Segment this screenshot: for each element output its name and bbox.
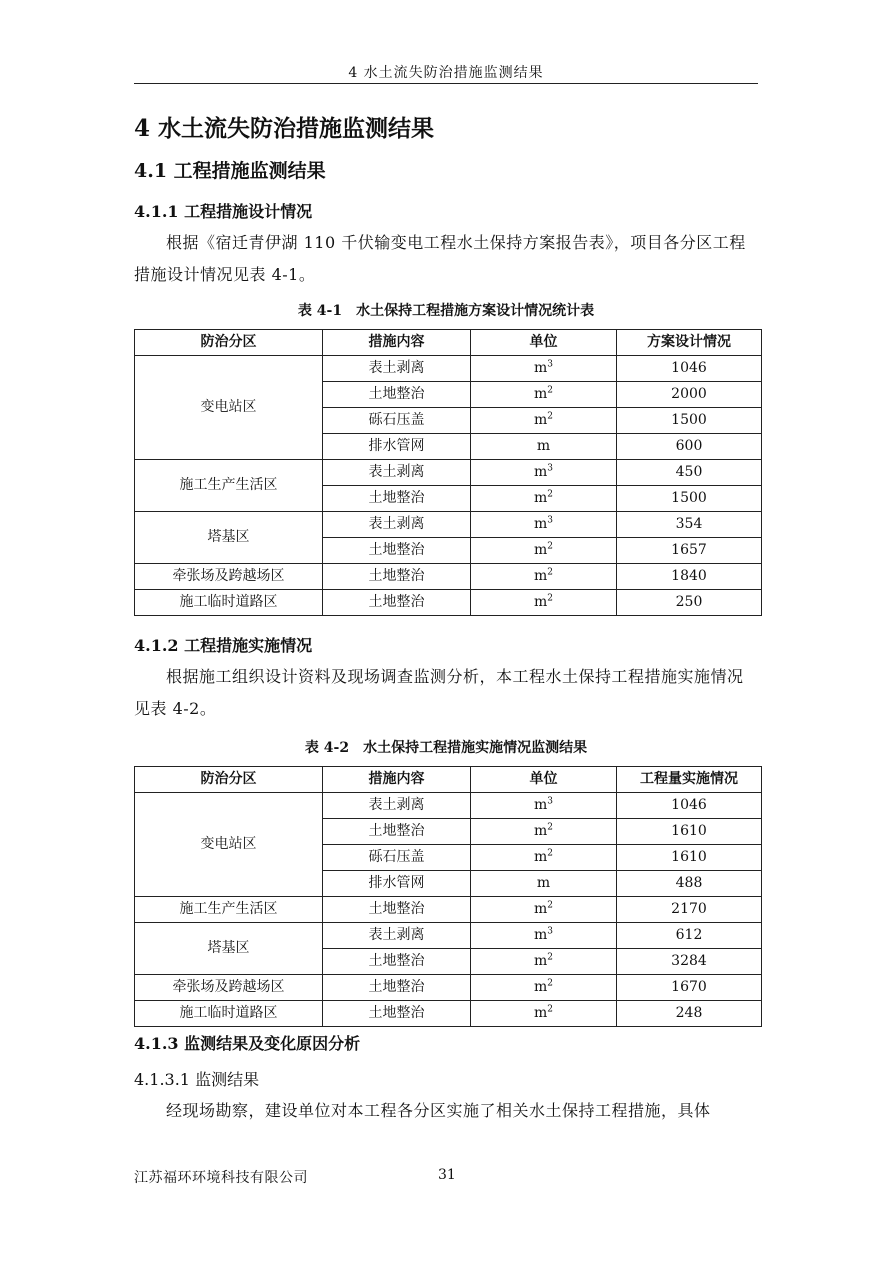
section-4-1-3-1-paragraph: 经现场勘察，建设单位对本工程各分区实施了相关水土保持工程措施，具体 — [166, 1101, 711, 1120]
unit-base: m — [533, 927, 548, 943]
unit-base: m — [533, 516, 548, 532]
value-cell: 612 — [617, 923, 762, 949]
unit-cell — [471, 382, 617, 408]
value-cell: 354 — [617, 512, 762, 538]
zone-cell: 变电站区 — [135, 793, 323, 897]
measure-cell: 表土剥离 — [323, 512, 471, 538]
table-row — [135, 1001, 762, 1027]
measure-cell: 土地整治 — [323, 1001, 471, 1027]
unit-cell — [471, 564, 617, 590]
running-header: 4 水土流失防治措施监测结果 — [348, 65, 544, 81]
unit-base: m — [533, 1005, 548, 1021]
unit-cell — [471, 460, 617, 486]
value-cell: 250 — [617, 590, 762, 616]
value-cell: 1657 — [617, 538, 762, 564]
header-cell-unit: 单位 — [471, 767, 617, 793]
header-cell-measure: 措施内容 — [323, 330, 471, 356]
header-cell-zone: 防治分区 — [135, 767, 323, 793]
value-cell: 2000 — [617, 382, 762, 408]
value-cell: 248 — [617, 1001, 762, 1027]
section-4-1-2-title: 4.1.2 工程措施实施情况 — [134, 636, 313, 655]
unit-cell — [471, 975, 617, 1001]
table-row — [135, 793, 762, 819]
measure-cell: 排水管网 — [323, 871, 471, 897]
table-4-2 — [134, 766, 762, 1027]
header-cell-value: 工程量实施情况 — [617, 767, 762, 793]
unit-exponent: 3 — [547, 359, 553, 370]
unit-cell — [471, 871, 617, 897]
unit-cell — [471, 408, 617, 434]
unit-base: m — [533, 542, 548, 558]
unit-exponent: 2 — [547, 952, 553, 963]
zone-cell: 塔基区 — [135, 923, 323, 975]
unit-cell — [471, 538, 617, 564]
unit-cell — [471, 949, 617, 975]
measure-cell: 土地整治 — [323, 949, 471, 975]
unit-exponent: 2 — [547, 541, 553, 552]
unit-base: m — [533, 594, 548, 610]
value-cell: 3284 — [617, 949, 762, 975]
section-4-1-1-paragraph: 根据《宿迁青伊湖 110 千伏输变电工程水土保持方案报告表》，项目各分区工程措施设计情况见表 4-1。 — [134, 233, 746, 284]
section-4-1-3-title: 4.1.3 监测结果及变化原因分析 — [134, 1034, 361, 1053]
zone-cell: 变电站区 — [135, 356, 323, 460]
table-4-2-caption: 表 4-2 水土保持工程措施实施情况监测结果 — [304, 740, 588, 756]
measure-cell: 土地整治 — [323, 975, 471, 1001]
measure-cell: 土地整治 — [323, 897, 471, 923]
unit-base: m — [533, 797, 548, 813]
unit-base: m — [536, 438, 551, 454]
unit-base: m — [533, 412, 548, 428]
footer-page-number: 31 — [438, 1167, 456, 1183]
value-cell: 2170 — [617, 897, 762, 923]
unit-cell — [471, 793, 617, 819]
measure-cell: 表土剥离 — [323, 356, 471, 382]
measure-cell: 土地整治 — [323, 819, 471, 845]
measure-cell: 土地整治 — [323, 564, 471, 590]
table-row — [135, 923, 762, 949]
unit-exponent: 2 — [547, 489, 553, 500]
measure-cell: 表土剥离 — [323, 793, 471, 819]
header-cell-unit: 单位 — [471, 330, 617, 356]
measure-cell: 砾石压盖 — [323, 845, 471, 871]
value-cell: 1046 — [617, 356, 762, 382]
value-cell: 1670 — [617, 975, 762, 1001]
measure-cell: 土地整治 — [323, 538, 471, 564]
unit-cell — [471, 1001, 617, 1027]
header-rule — [134, 83, 758, 84]
table-4-1 — [134, 329, 762, 616]
table-row — [135, 564, 762, 590]
table-row — [135, 356, 762, 382]
unit-exponent: 2 — [547, 385, 553, 396]
measure-cell: 排水管网 — [323, 434, 471, 460]
measure-cell: 土地整治 — [323, 486, 471, 512]
unit-exponent: 3 — [547, 926, 553, 937]
measure-cell: 土地整治 — [323, 590, 471, 616]
unit-cell — [471, 819, 617, 845]
footer-company: 江苏福环环境科技有限公司 — [134, 1170, 308, 1186]
section-4-1-2-paragraph: 根据施工组织设计资料及现场调查监测分析，本工程水土保持工程措施实施情况见表 4-2。 — [134, 667, 744, 718]
unit-cell — [471, 897, 617, 923]
header-cell-zone: 防治分区 — [135, 330, 323, 356]
unit-base: m — [533, 490, 548, 506]
unit-exponent: 2 — [547, 848, 553, 859]
unit-base: m — [533, 464, 548, 480]
header-cell-measure: 措施内容 — [323, 767, 471, 793]
measure-cell: 砾石压盖 — [323, 408, 471, 434]
unit-cell — [471, 590, 617, 616]
unit-exponent: 3 — [547, 463, 553, 474]
unit-base: m — [533, 901, 548, 917]
zone-cell: 施工生产生活区 — [135, 897, 323, 923]
table-row — [135, 460, 762, 486]
table-row — [135, 512, 762, 538]
unit-base: m — [533, 979, 548, 995]
table-row — [135, 975, 762, 1001]
section-4-1-title: 4.1 工程措施监测结果 — [134, 160, 326, 182]
unit-cell — [471, 486, 617, 512]
section-4-1-3-1-title: 4.1.3.1 监测结果 — [134, 1070, 260, 1089]
value-cell: 1610 — [617, 845, 762, 871]
zone-cell: 牵张场及跨越场区 — [135, 564, 323, 590]
unit-cell — [471, 845, 617, 871]
table-header-row — [135, 330, 762, 356]
unit-exponent: 3 — [547, 796, 553, 807]
header-cell-value: 方案设计情况 — [617, 330, 762, 356]
unit-base: m — [533, 953, 548, 969]
unit-exponent: 2 — [547, 900, 553, 911]
value-cell: 600 — [617, 434, 762, 460]
value-cell: 1500 — [617, 408, 762, 434]
unit-cell — [471, 434, 617, 460]
unit-cell — [471, 356, 617, 382]
unit-base: m — [533, 360, 548, 376]
table-row — [135, 897, 762, 923]
unit-cell — [471, 512, 617, 538]
measure-cell: 表土剥离 — [323, 923, 471, 949]
unit-base: m — [533, 823, 548, 839]
unit-exponent: 2 — [547, 1004, 553, 1015]
unit-base: m — [533, 386, 548, 402]
unit-exponent: 2 — [547, 593, 553, 604]
zone-cell: 牵张场及跨越场区 — [135, 975, 323, 1001]
value-cell: 488 — [617, 871, 762, 897]
unit-exponent: 3 — [547, 515, 553, 526]
table-row — [135, 590, 762, 616]
unit-base: m — [536, 875, 551, 891]
section-4-1-1-title: 4.1.1 工程措施设计情况 — [134, 202, 313, 221]
unit-cell — [471, 923, 617, 949]
value-cell: 1840 — [617, 564, 762, 590]
zone-cell: 施工临时道路区 — [135, 590, 323, 616]
value-cell: 1046 — [617, 793, 762, 819]
table-header-row — [135, 767, 762, 793]
measure-cell: 表土剥离 — [323, 460, 471, 486]
value-cell: 1610 — [617, 819, 762, 845]
zone-cell: 施工生产生活区 — [135, 460, 323, 512]
value-cell: 450 — [617, 460, 762, 486]
unit-base: m — [533, 849, 548, 865]
unit-exponent: 2 — [547, 822, 553, 833]
value-cell: 1500 — [617, 486, 762, 512]
table-4-1-caption: 表 4-1 水土保持工程措施方案设计情况统计表 — [297, 303, 595, 319]
unit-exponent: 2 — [547, 411, 553, 422]
zone-cell: 施工临时道路区 — [135, 1001, 323, 1027]
chapter-title: 4 水土流失防治措施监测结果 — [134, 115, 435, 142]
measure-cell: 土地整治 — [323, 382, 471, 408]
unit-base: m — [533, 568, 548, 584]
unit-exponent: 2 — [547, 567, 553, 578]
zone-cell: 塔基区 — [135, 512, 323, 564]
unit-exponent: 2 — [547, 978, 553, 989]
